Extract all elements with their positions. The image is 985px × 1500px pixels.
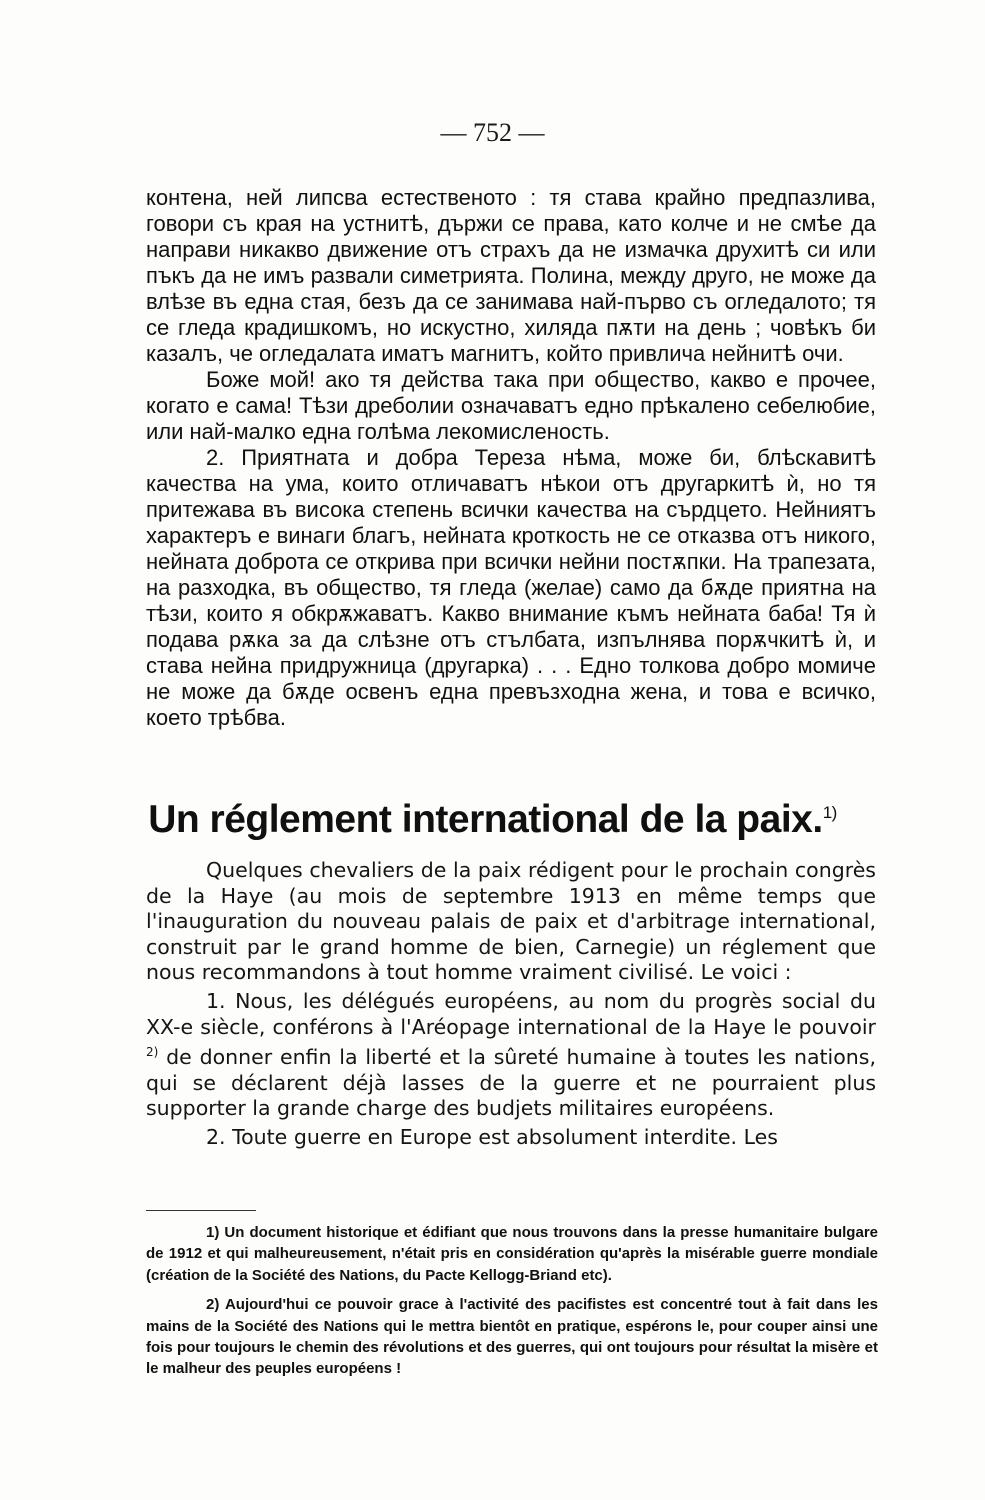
item-1-footnote-marker: 2) — [146, 1045, 159, 1060]
section-heading-text: Un réglement international de la paix. — [148, 798, 823, 841]
bulgarian-paragraph-1: контена, ней липсва естественото : тя става крайно предпазлива, говори съ края на устнитѣ, държи се права, като колче и не смѣе да направи никакво движение отъ страхъ да не измачка друхитѣ си или пъкъ да не имъ развали симетрията. Полина, между друго, не може да влѣзе въ една стая, безъ да се занимава най-първо съ огледалото; тя се гледа крадишкомъ, но искустно, хиляда пѫти на день ; човѣкъ би казалъ, че огледалата иматъ магнитъ, който привлича нейнитѣ очи. — [146, 185, 876, 366]
item-1-text: 1. Nous, les délégués européens, au nom du progrès social du XX-e siècle, conférons à l'Aréopage international de la Haye le pouvoir — [146, 988, 876, 1039]
page-number: — 752 — — [440, 118, 545, 147]
footnote-separator — [146, 1210, 256, 1211]
heading-footnote-marker: 1) — [822, 803, 837, 822]
footnote-1: 1) Un document historique et édifiant que nous trouvons dans la presse humanitaire bulgare de 1912 et qui malheureusement, n'était pris en considération qu'après la misérable guerre mondiale (création de la Société des Nations, du Pacte Kellogg-Briand etc). — [146, 1224, 878, 1284]
section-heading — [0, 798, 985, 842]
bulgarian-paragraph-3: 2. Приятната и добра Тереза нѣма, може би, блѣскавитѣ качества на ума, които отличаватъ нѣкои отъ другаркитѣ ѝ, но тя притежава въ висока степень всички качества на сърдцето. Нейниятъ характеръ е винаги благъ, нейната кроткость не се отказва отъ никого, нейната доброта се открива при всички нейни постѫпки. На трапезата, на разходка, въ общество, тя гледа (желае) само да бѫде приятна на тѣзи, които я обкрѫжаватъ. Какво внимание къмъ нейната баба! Тя ѝ подава рѫка за да слѣзне отъ стълбата, изпълнява порѫчкитѣ ѝ, и става нейна придружница (другарка) . . . Едно толкова добро момиче не може да бѫде освенъ една превъзходна жена, и това е всичко, което трѣбва. — [146, 445, 876, 730]
french-text-block — [146, 858, 876, 1154]
french-intro-paragraph: Quelques chevaliers de la paix rédigent pour le prochain congrès de la Haye (au mois de septembre 1913 en même temps que l'inauguration du nouveau palais de paix et d'arbitrage international, construit par le grand homme de bien, Carnegie) un réglement que nous recommandons à tout homme vraiment civilisé. Le voici : — [146, 858, 876, 985]
footnotes — [146, 1222, 878, 1388]
item-1-text-continued: de donner enfin la liberté et la sûreté humaine à toutes les nations, qui se déclarent déjà lasses de la guerre et ne pourraient plus supporter la grande charge des budjets militaires européens. — [146, 1045, 876, 1121]
french-item-2: 2. Toute guerre en Europe est absolument interdite. Les — [206, 1124, 778, 1149]
bulgarian-text-block — [146, 185, 876, 731]
bulgarian-paragraph-2: Боже мой! ако тя действа така при общество, какво е прочее, когато е сама! Тѣзи дреболии означаватъ едно прѣкалено себелюбие, или най-малко една голѣма лекомисленость. — [146, 367, 876, 444]
french-item-1 — [146, 989, 876, 1122]
footnote-2: 2) Aujourd'hui ce pouvoir grace à l'activité des pacifistes est concentré tout à fait dans les mains de la Société des Nations qui le mettra bientôt en pratique, espérons le, pour couper ainsi une fois pour toujours le chemin des révolutions et des guerres, qui ont toujours pour résultat la misère et le malheur des peuples européens ! — [146, 1296, 878, 1378]
